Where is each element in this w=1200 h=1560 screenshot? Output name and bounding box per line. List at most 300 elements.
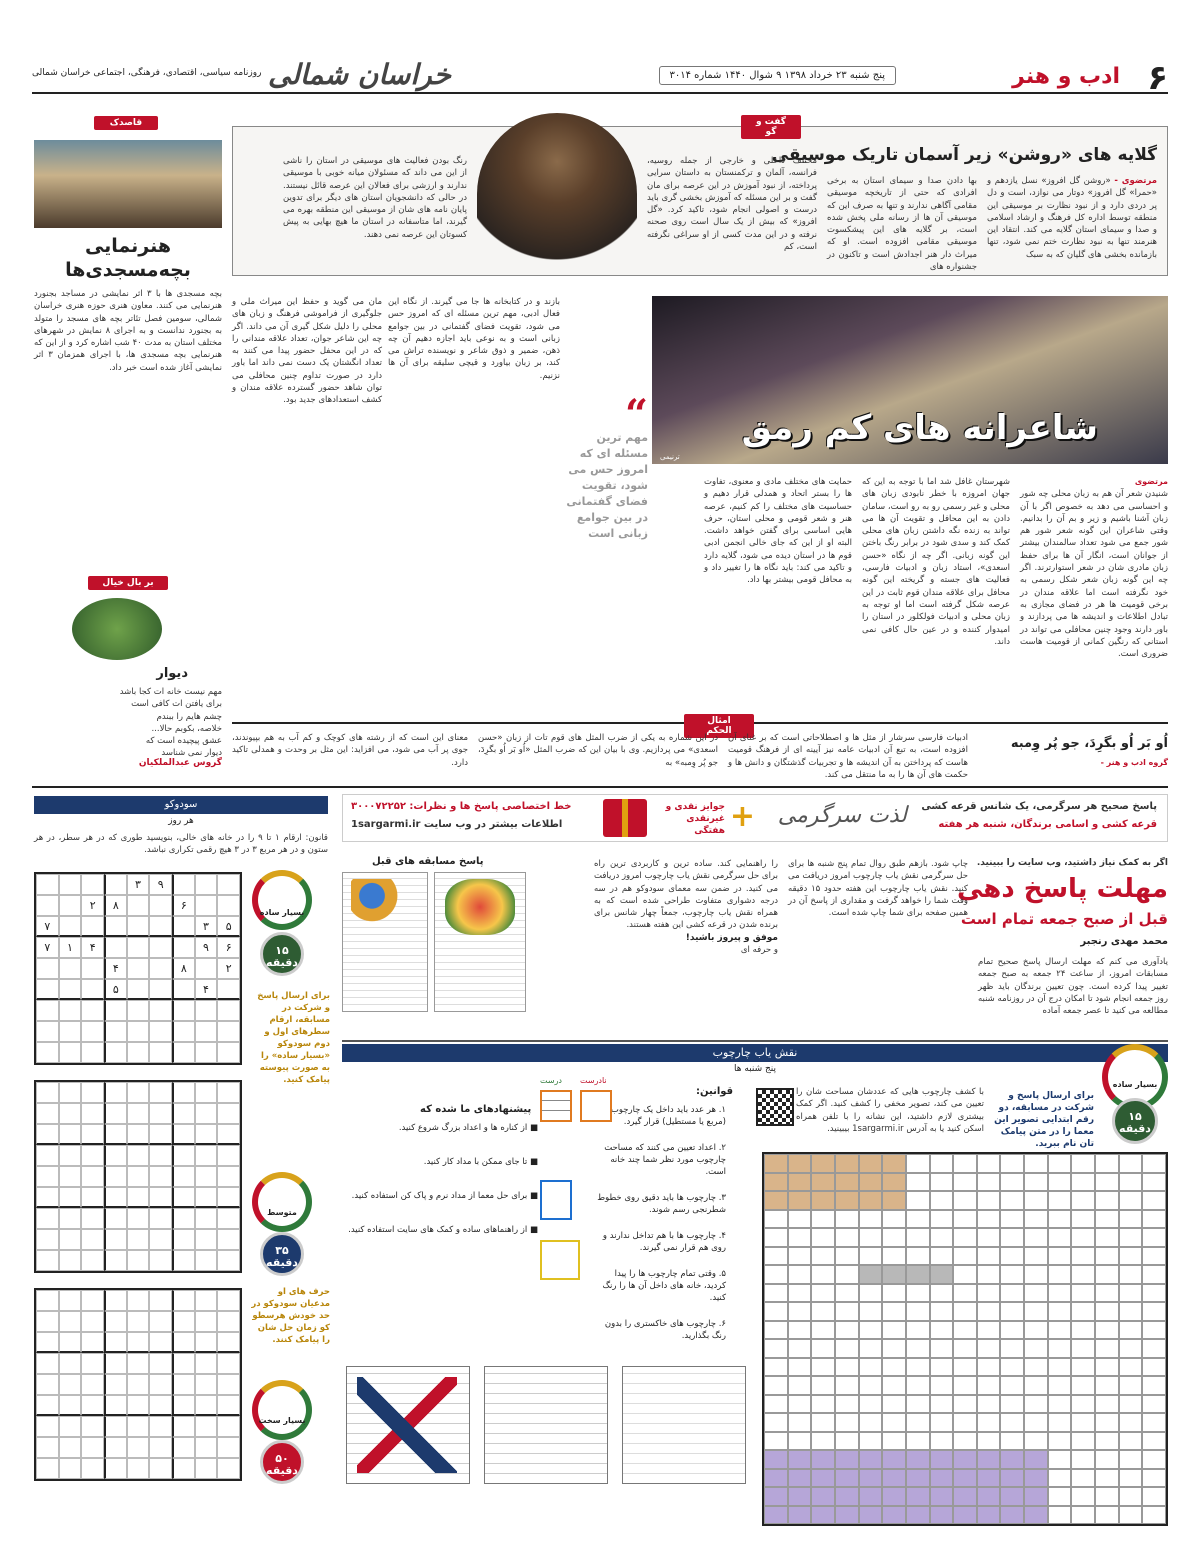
frame-cell[interactable] <box>1119 1432 1143 1451</box>
sudoku-cell[interactable] <box>172 916 195 937</box>
sudoku-grid-hard[interactable] <box>34 1288 242 1481</box>
frame-cell[interactable] <box>953 1506 977 1525</box>
sudoku-cell[interactable] <box>59 916 82 937</box>
sudoku-cell[interactable] <box>149 1021 172 1042</box>
frame-cell[interactable] <box>906 1191 930 1210</box>
sudoku-cell[interactable] <box>127 1000 150 1021</box>
frame-cell[interactable] <box>1071 1432 1095 1451</box>
sudoku-cell[interactable] <box>81 1416 104 1437</box>
frame-cell[interactable] <box>1071 1487 1095 1506</box>
frame-cell[interactable] <box>835 1358 859 1377</box>
frame-cell[interactable] <box>835 1247 859 1266</box>
sudoku-cell[interactable] <box>104 1458 127 1479</box>
frame-cell[interactable] <box>1095 1191 1119 1210</box>
frame-cell[interactable] <box>1048 1265 1072 1284</box>
frame-cell[interactable] <box>930 1228 954 1247</box>
sudoku-cell[interactable]: ۶ <box>172 895 195 916</box>
sudoku-cell[interactable] <box>59 1353 82 1374</box>
frame-cell[interactable] <box>977 1506 1001 1525</box>
sudoku-cell[interactable] <box>59 1332 82 1353</box>
frame-cell[interactable] <box>1142 1395 1166 1414</box>
sudoku-cell[interactable] <box>104 1416 127 1437</box>
frame-cell[interactable] <box>977 1395 1001 1414</box>
sudoku-cell[interactable] <box>149 979 172 1000</box>
sudoku-cell[interactable] <box>36 1290 59 1311</box>
frame-cell[interactable] <box>930 1376 954 1395</box>
frame-cell[interactable] <box>953 1376 977 1395</box>
frame-cell[interactable] <box>764 1302 788 1321</box>
frame-cell[interactable] <box>764 1247 788 1266</box>
sudoku-cell[interactable] <box>149 937 172 958</box>
sudoku-cell[interactable] <box>172 1353 195 1374</box>
sudoku-cell[interactable] <box>195 1103 218 1124</box>
frame-cell[interactable] <box>1048 1450 1072 1469</box>
frame-cell[interactable] <box>811 1376 835 1395</box>
frame-cell[interactable] <box>930 1247 954 1266</box>
frame-cell[interactable] <box>859 1506 883 1525</box>
sudoku-cell[interactable] <box>59 1103 82 1124</box>
frame-cell[interactable] <box>977 1173 1001 1192</box>
frame-cell[interactable] <box>977 1228 1001 1247</box>
sudoku-cell[interactable] <box>104 937 127 958</box>
sudoku-cell[interactable] <box>81 916 104 937</box>
sudoku-cell[interactable] <box>217 1166 240 1187</box>
sudoku-cell[interactable] <box>149 1082 172 1103</box>
frame-cell[interactable] <box>1048 1191 1072 1210</box>
frame-cell[interactable] <box>930 1173 954 1192</box>
sudoku-cell[interactable] <box>217 1229 240 1250</box>
sudoku-cell[interactable] <box>172 1416 195 1437</box>
sudoku-cell[interactable] <box>59 874 82 895</box>
sudoku-cell[interactable] <box>172 1311 195 1332</box>
frame-cell[interactable] <box>977 1450 1001 1469</box>
sudoku-cell[interactable] <box>59 1395 82 1416</box>
sudoku-cell[interactable]: ۷ <box>36 916 59 937</box>
sudoku-cell[interactable]: ۹ <box>149 874 172 895</box>
frame-cell[interactable] <box>1095 1284 1119 1303</box>
sudoku-cell[interactable] <box>217 979 240 1000</box>
frame-cell[interactable] <box>930 1284 954 1303</box>
frame-cell[interactable] <box>788 1339 812 1358</box>
frame-cell[interactable] <box>859 1469 883 1488</box>
frame-cell[interactable] <box>1119 1339 1143 1358</box>
frame-cell[interactable] <box>859 1450 883 1469</box>
sudoku-cell[interactable] <box>59 1416 82 1437</box>
frame-cell[interactable] <box>1071 1376 1095 1395</box>
frame-cell[interactable] <box>977 1265 1001 1284</box>
frame-cell[interactable] <box>1024 1302 1048 1321</box>
sudoku-cell[interactable] <box>149 1395 172 1416</box>
sudoku-cell[interactable] <box>81 1395 104 1416</box>
frame-cell[interactable] <box>953 1154 977 1173</box>
sudoku-cell[interactable] <box>217 1458 240 1479</box>
frame-cell[interactable] <box>1024 1265 1048 1284</box>
sudoku-cell[interactable] <box>217 1290 240 1311</box>
frame-cell[interactable] <box>977 1413 1001 1432</box>
frame-cell[interactable] <box>1119 1247 1143 1266</box>
sudoku-grid-easy[interactable] <box>34 872 242 1065</box>
frame-cell[interactable] <box>1000 1506 1024 1525</box>
frame-cell[interactable] <box>1024 1450 1048 1469</box>
frame-cell[interactable] <box>906 1450 930 1469</box>
frame-cell[interactable] <box>1095 1450 1119 1469</box>
sudoku-cell[interactable] <box>104 1042 127 1063</box>
frame-cell[interactable] <box>977 1210 1001 1229</box>
frame-cell[interactable] <box>906 1358 930 1377</box>
frame-cell[interactable] <box>1095 1173 1119 1192</box>
sudoku-cell[interactable]: ۷ <box>36 937 59 958</box>
frame-cell[interactable] <box>764 1321 788 1340</box>
frame-cell[interactable] <box>1024 1358 1048 1377</box>
frame-cell[interactable] <box>953 1210 977 1229</box>
sudoku-cell[interactable] <box>172 1290 195 1311</box>
sudoku-cell[interactable] <box>59 1437 82 1458</box>
sudoku-cell[interactable] <box>195 1166 218 1187</box>
sudoku-cell[interactable] <box>127 1353 150 1374</box>
frame-cell[interactable] <box>859 1487 883 1506</box>
frame-cell[interactable] <box>1071 1450 1095 1469</box>
frame-cell[interactable] <box>859 1284 883 1303</box>
frame-cell[interactable] <box>1142 1432 1166 1451</box>
frame-cell[interactable] <box>811 1395 835 1414</box>
sudoku-cell[interactable] <box>217 1000 240 1021</box>
frame-cell[interactable] <box>1095 1413 1119 1432</box>
sudoku-cell[interactable] <box>81 1437 104 1458</box>
frame-cell[interactable] <box>1071 1173 1095 1192</box>
sudoku-cell[interactable] <box>59 979 82 1000</box>
sudoku-cell[interactable]: ۴ <box>104 958 127 979</box>
sudoku-cell[interactable] <box>59 1229 82 1250</box>
sudoku-cell[interactable]: ۸ <box>172 958 195 979</box>
sudoku-cell[interactable] <box>172 1437 195 1458</box>
sudoku-cell[interactable] <box>195 1416 218 1437</box>
frame-cell[interactable] <box>788 1469 812 1488</box>
sudoku-cell[interactable] <box>172 874 195 895</box>
frame-cell[interactable] <box>811 1358 835 1377</box>
sudoku-cell[interactable] <box>217 1208 240 1229</box>
frame-cell[interactable] <box>1000 1247 1024 1266</box>
frame-cell[interactable] <box>882 1191 906 1210</box>
frame-cell[interactable] <box>882 1284 906 1303</box>
frame-cell[interactable] <box>930 1321 954 1340</box>
sudoku-cell[interactable] <box>172 937 195 958</box>
frame-cell[interactable] <box>1024 1321 1048 1340</box>
frame-cell[interactable] <box>1119 1487 1143 1506</box>
sudoku-cell[interactable] <box>195 1208 218 1229</box>
frame-puzzle-grid[interactable] <box>762 1152 1168 1526</box>
sudoku-cell[interactable] <box>104 1082 127 1103</box>
frame-cell[interactable] <box>977 1247 1001 1266</box>
frame-cell[interactable] <box>1048 1506 1072 1525</box>
frame-cell[interactable] <box>1071 1265 1095 1284</box>
sudoku-cell[interactable] <box>81 1082 104 1103</box>
frame-cell[interactable] <box>882 1376 906 1395</box>
frame-cell[interactable] <box>953 1469 977 1488</box>
sudoku-cell[interactable] <box>81 1145 104 1166</box>
frame-cell[interactable] <box>788 1228 812 1247</box>
frame-cell[interactable] <box>859 1376 883 1395</box>
frame-cell[interactable] <box>859 1228 883 1247</box>
sudoku-cell[interactable] <box>59 1458 82 1479</box>
sudoku-cell[interactable] <box>127 1416 150 1437</box>
frame-cell[interactable] <box>811 1450 835 1469</box>
frame-cell[interactable] <box>764 1154 788 1173</box>
frame-cell[interactable] <box>882 1469 906 1488</box>
sudoku-cell[interactable] <box>195 1311 218 1332</box>
frame-cell[interactable] <box>882 1450 906 1469</box>
sudoku-cell[interactable] <box>81 1332 104 1353</box>
frame-cell[interactable] <box>788 1247 812 1266</box>
frame-cell[interactable] <box>953 1413 977 1432</box>
sudoku-cell[interactable] <box>127 1124 150 1145</box>
frame-cell[interactable] <box>882 1395 906 1414</box>
frame-cell[interactable] <box>977 1376 1001 1395</box>
sudoku-cell[interactable] <box>81 1311 104 1332</box>
sudoku-cell[interactable] <box>195 1042 218 1063</box>
frame-cell[interactable] <box>1048 1173 1072 1192</box>
frame-cell[interactable] <box>1142 1358 1166 1377</box>
frame-cell[interactable] <box>1119 1210 1143 1229</box>
frame-cell[interactable] <box>1119 1321 1143 1340</box>
sudoku-cell[interactable] <box>36 1145 59 1166</box>
frame-cell[interactable] <box>859 1432 883 1451</box>
sudoku-cell[interactable]: ۱ <box>59 937 82 958</box>
sudoku-cell[interactable] <box>36 1000 59 1021</box>
sudoku-cell[interactable] <box>81 1103 104 1124</box>
frame-cell[interactable] <box>882 1339 906 1358</box>
sudoku-cell[interactable] <box>149 1416 172 1437</box>
sudoku-cell[interactable] <box>172 1208 195 1229</box>
frame-cell[interactable] <box>788 1284 812 1303</box>
frame-cell[interactable] <box>835 1265 859 1284</box>
frame-cell[interactable] <box>1119 1450 1143 1469</box>
frame-cell[interactable] <box>906 1506 930 1525</box>
sudoku-cell[interactable] <box>59 1374 82 1395</box>
frame-cell[interactable] <box>835 1413 859 1432</box>
frame-cell[interactable] <box>835 1487 859 1506</box>
sudoku-cell[interactable] <box>81 1250 104 1271</box>
frame-cell[interactable] <box>1000 1450 1024 1469</box>
sudoku-cell[interactable] <box>81 1000 104 1021</box>
frame-cell[interactable] <box>1048 1210 1072 1229</box>
sudoku-cell[interactable] <box>127 958 150 979</box>
frame-cell[interactable] <box>1000 1265 1024 1284</box>
frame-cell[interactable] <box>953 1432 977 1451</box>
sudoku-cell[interactable] <box>195 1229 218 1250</box>
sudoku-cell[interactable] <box>36 1187 59 1208</box>
frame-cell[interactable] <box>811 1191 835 1210</box>
frame-cell[interactable] <box>1119 1469 1143 1488</box>
frame-cell[interactable] <box>953 1173 977 1192</box>
sudoku-cell[interactable] <box>104 1437 127 1458</box>
sudoku-cell[interactable] <box>59 895 82 916</box>
sudoku-cell[interactable] <box>195 1437 218 1458</box>
frame-cell[interactable] <box>882 1247 906 1266</box>
frame-cell[interactable] <box>1119 1376 1143 1395</box>
frame-cell[interactable] <box>1119 1173 1143 1192</box>
frame-cell[interactable] <box>1071 1339 1095 1358</box>
sudoku-cell[interactable] <box>36 1103 59 1124</box>
frame-cell[interactable] <box>764 1413 788 1432</box>
sudoku-cell[interactable] <box>81 1290 104 1311</box>
frame-cell[interactable] <box>1142 1247 1166 1266</box>
frame-cell[interactable] <box>1095 1358 1119 1377</box>
frame-cell[interactable] <box>859 1154 883 1173</box>
sudoku-cell[interactable] <box>59 1311 82 1332</box>
frame-cell[interactable] <box>1119 1358 1143 1377</box>
frame-cell[interactable] <box>1048 1376 1072 1395</box>
sudoku-cell[interactable]: ۵ <box>104 979 127 1000</box>
frame-cell[interactable] <box>764 1506 788 1525</box>
sudoku-cell[interactable] <box>104 1145 127 1166</box>
frame-cell[interactable] <box>1024 1395 1048 1414</box>
frame-cell[interactable] <box>859 1395 883 1414</box>
sudoku-cell[interactable] <box>149 1000 172 1021</box>
sudoku-cell[interactable] <box>127 1332 150 1353</box>
frame-cell[interactable] <box>1142 1173 1166 1192</box>
sudoku-cell[interactable] <box>217 1145 240 1166</box>
frame-cell[interactable] <box>1095 1210 1119 1229</box>
frame-cell[interactable] <box>1142 1339 1166 1358</box>
sudoku-cell[interactable] <box>104 916 127 937</box>
sudoku-cell[interactable]: ۲ <box>81 895 104 916</box>
sudoku-cell[interactable] <box>36 958 59 979</box>
frame-cell[interactable] <box>882 1432 906 1451</box>
sudoku-cell[interactable] <box>149 1124 172 1145</box>
frame-cell[interactable] <box>977 1191 1001 1210</box>
frame-cell[interactable] <box>788 1358 812 1377</box>
sudoku-cell[interactable] <box>59 1208 82 1229</box>
sudoku-cell[interactable] <box>36 1229 59 1250</box>
sudoku-cell[interactable]: ۲ <box>217 958 240 979</box>
sudoku-cell[interactable] <box>149 1229 172 1250</box>
frame-cell[interactable] <box>811 1487 835 1506</box>
frame-cell[interactable] <box>1095 1228 1119 1247</box>
frame-cell[interactable] <box>1095 1432 1119 1451</box>
frame-cell[interactable] <box>1071 1413 1095 1432</box>
sudoku-cell[interactable] <box>81 1208 104 1229</box>
frame-cell[interactable] <box>1024 1210 1048 1229</box>
frame-cell[interactable] <box>1000 1395 1024 1414</box>
frame-cell[interactable] <box>1048 1302 1072 1321</box>
frame-cell[interactable] <box>1142 1284 1166 1303</box>
frame-cell[interactable] <box>1048 1339 1072 1358</box>
frame-cell[interactable] <box>1000 1210 1024 1229</box>
frame-cell[interactable] <box>764 1191 788 1210</box>
frame-cell[interactable] <box>1000 1413 1024 1432</box>
sudoku-cell[interactable] <box>59 1124 82 1145</box>
frame-cell[interactable] <box>1024 1487 1048 1506</box>
sudoku-cell[interactable] <box>149 1208 172 1229</box>
frame-cell[interactable] <box>1071 1506 1095 1525</box>
sudoku-grid-medium[interactable] <box>34 1080 242 1273</box>
sudoku-cell[interactable] <box>36 1124 59 1145</box>
sudoku-cell[interactable] <box>36 1416 59 1437</box>
sudoku-cell[interactable]: ۴ <box>81 937 104 958</box>
sudoku-cell[interactable] <box>195 1021 218 1042</box>
sudoku-cell[interactable] <box>36 895 59 916</box>
frame-cell[interactable] <box>953 1265 977 1284</box>
frame-cell[interactable] <box>953 1395 977 1414</box>
sudoku-cell[interactable] <box>127 1082 150 1103</box>
sudoku-cell[interactable] <box>59 1000 82 1021</box>
frame-cell[interactable] <box>1142 1487 1166 1506</box>
sudoku-cell[interactable] <box>172 1250 195 1271</box>
frame-cell[interactable] <box>953 1284 977 1303</box>
frame-cell[interactable] <box>788 1321 812 1340</box>
sudoku-cell[interactable] <box>172 1374 195 1395</box>
frame-cell[interactable] <box>1095 1247 1119 1266</box>
frame-cell[interactable] <box>1024 1506 1048 1525</box>
frame-cell[interactable] <box>788 1376 812 1395</box>
sudoku-cell[interactable] <box>127 916 150 937</box>
frame-cell[interactable] <box>835 1339 859 1358</box>
sudoku-cell[interactable] <box>81 1042 104 1063</box>
sudoku-cell[interactable] <box>36 1458 59 1479</box>
sudoku-cell[interactable] <box>104 1353 127 1374</box>
sudoku-cell[interactable] <box>36 1374 59 1395</box>
frame-cell[interactable] <box>906 1413 930 1432</box>
frame-cell[interactable] <box>1142 1506 1166 1525</box>
sudoku-cell[interactable]: ۸ <box>104 895 127 916</box>
frame-cell[interactable] <box>930 1469 954 1488</box>
sudoku-cell[interactable] <box>127 937 150 958</box>
frame-cell[interactable] <box>835 1469 859 1488</box>
frame-cell[interactable] <box>1142 1154 1166 1173</box>
sudoku-cell[interactable] <box>217 1332 240 1353</box>
frame-cell[interactable] <box>1071 1302 1095 1321</box>
frame-cell[interactable] <box>1142 1376 1166 1395</box>
frame-cell[interactable] <box>1142 1265 1166 1284</box>
frame-cell[interactable] <box>953 1358 977 1377</box>
frame-cell[interactable] <box>930 1487 954 1506</box>
sudoku-cell[interactable] <box>104 1000 127 1021</box>
frame-cell[interactable] <box>1024 1432 1048 1451</box>
frame-cell[interactable] <box>1000 1284 1024 1303</box>
frame-cell[interactable] <box>859 1302 883 1321</box>
sudoku-cell[interactable] <box>104 1187 127 1208</box>
sudoku-cell[interactable] <box>127 1437 150 1458</box>
sudoku-cell[interactable] <box>217 1311 240 1332</box>
frame-cell[interactable] <box>1142 1413 1166 1432</box>
frame-cell[interactable] <box>1048 1487 1072 1506</box>
sudoku-cell[interactable] <box>149 1353 172 1374</box>
sudoku-cell[interactable] <box>149 1250 172 1271</box>
frame-cell[interactable] <box>1048 1321 1072 1340</box>
sudoku-cell[interactable] <box>195 1145 218 1166</box>
frame-cell[interactable] <box>1071 1395 1095 1414</box>
frame-cell[interactable] <box>811 1339 835 1358</box>
sudoku-cell[interactable] <box>59 1187 82 1208</box>
frame-cell[interactable] <box>906 1154 930 1173</box>
frame-cell[interactable] <box>859 1358 883 1377</box>
sudoku-cell[interactable] <box>81 1187 104 1208</box>
frame-cell[interactable] <box>930 1265 954 1284</box>
qr-code-icon[interactable] <box>756 1088 794 1126</box>
sudoku-cell[interactable] <box>127 1311 150 1332</box>
frame-cell[interactable] <box>906 1302 930 1321</box>
sudoku-cell[interactable] <box>127 1458 150 1479</box>
frame-cell[interactable] <box>859 1247 883 1266</box>
frame-cell[interactable] <box>1000 1228 1024 1247</box>
sudoku-cell[interactable] <box>36 1353 59 1374</box>
frame-cell[interactable] <box>882 1413 906 1432</box>
sudoku-cell[interactable] <box>195 1250 218 1271</box>
frame-cell[interactable] <box>930 1358 954 1377</box>
frame-cell[interactable] <box>811 1321 835 1340</box>
sudoku-cell[interactable] <box>217 895 240 916</box>
frame-cell[interactable] <box>788 1210 812 1229</box>
